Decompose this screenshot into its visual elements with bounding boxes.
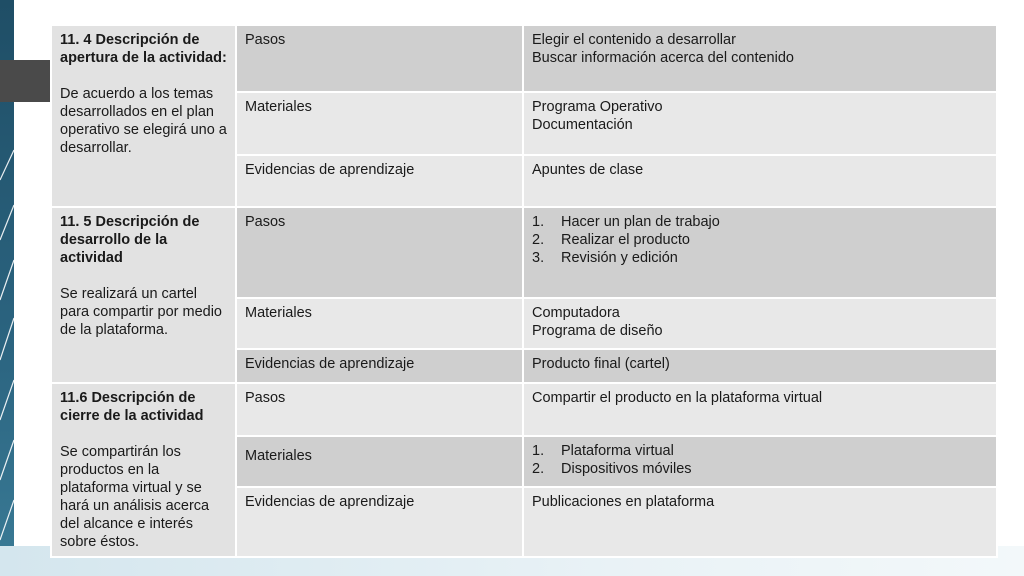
row-label: Evidencias de aprendizaje (236, 349, 523, 383)
phase-cell-closing (51, 383, 236, 557)
list-item: 3. Revisión y edición (532, 250, 678, 266)
table-row (51, 383, 997, 436)
row-label: Materiales (236, 298, 523, 349)
list-item: 2. Dispositivos móviles (532, 461, 692, 478)
row-value (523, 349, 997, 383)
row-label: Pasos (236, 207, 523, 298)
phase-title: 11. 5 Descripción de desarrollo de la actividad (60, 214, 200, 266)
list-item: 1. Plataforma virtual (532, 443, 674, 460)
value-line: Apuntes de clase (532, 162, 644, 178)
row-label: Evidencias de aprendizaje (236, 155, 523, 207)
value-line: Buscar información acerca del contenido (532, 50, 794, 66)
phase-description: De acuerdo a los temas desarrollados en el plan operativo se elegirá uno a desarrollar. (60, 86, 227, 156)
row-label: Pasos (236, 25, 523, 92)
row-label: Materiales (236, 92, 523, 155)
value-line: Elegir el contenido a desarrollar (532, 32, 736, 48)
row-value (523, 25, 997, 92)
list-item: 2. Realizar el producto (532, 232, 690, 248)
row-value (523, 487, 997, 557)
row-value (523, 383, 997, 436)
phase-description: Se realizará un cartel para compartir por medio de la plataforma. (60, 286, 222, 338)
numbered-list (532, 213, 988, 267)
phase-cell-development (51, 207, 236, 383)
side-tab (0, 60, 50, 102)
value-line: Computadora (532, 305, 620, 321)
row-label: Pasos (236, 383, 523, 436)
value-line: Programa Operativo (532, 99, 663, 115)
row-value (523, 92, 997, 155)
row-value (523, 436, 997, 487)
row-value (523, 155, 997, 207)
table-row (51, 207, 997, 298)
row-value (523, 207, 997, 298)
table-row (51, 25, 997, 92)
row-label: Evidencias de aprendizaje (236, 487, 523, 557)
row-value (523, 298, 997, 349)
phase-cell-opening (51, 25, 236, 207)
row-label: Materiales (236, 436, 523, 487)
value-line: Documentación (532, 117, 633, 133)
value-line: Publicaciones en plataforma (532, 494, 715, 511)
value-line: Programa de diseño (532, 323, 663, 339)
list-item: 1. Hacer un plan de trabajo (532, 214, 720, 230)
activity-plan-table (50, 24, 998, 558)
phase-title: 11. 4 Descripción de apertura de la actividad: (60, 32, 227, 66)
phase-description: Se compartirán los productos en la plataforma virtual y se hará un análisis acerca del alcance e interés sobre éstos. (60, 444, 210, 550)
phase-title: 11.6 Descripción de cierre de la actividad (60, 390, 204, 424)
value-line: Compartir el producto en la plataforma virtual (532, 390, 823, 406)
value-line: Producto final (cartel) (532, 356, 670, 372)
numbered-list (532, 442, 988, 478)
